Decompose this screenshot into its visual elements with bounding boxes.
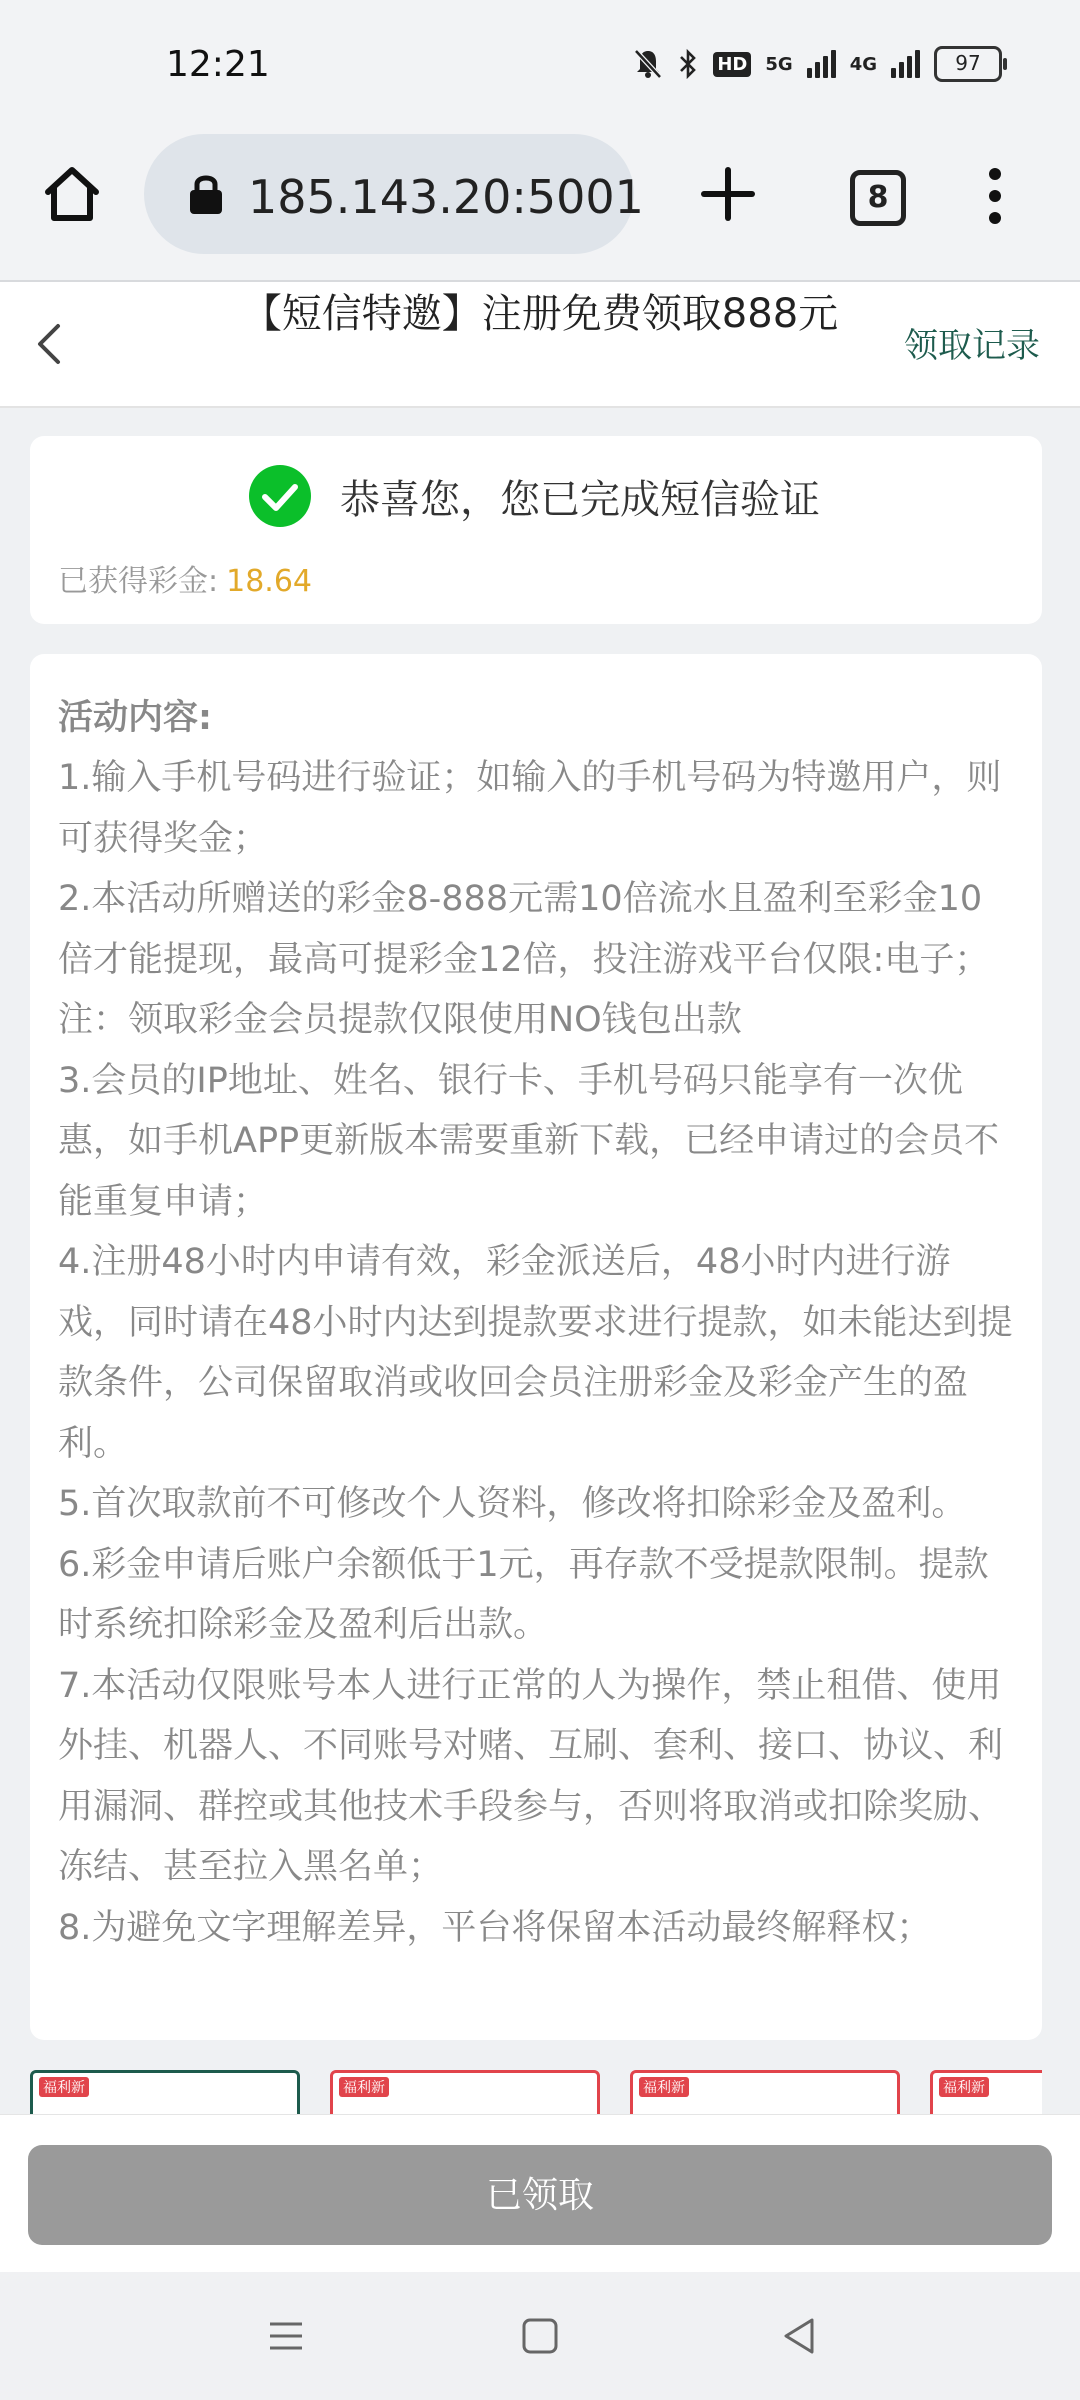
battery-icon: 97 (934, 46, 1002, 82)
page-header (0, 282, 1080, 408)
rule-item: 8.为避免文字理解差异，平台将保留本活动最终解释权； (58, 1907, 932, 1948)
activity-card (30, 654, 1042, 2040)
thumbnail-label: 福利新 (639, 2077, 689, 2097)
network-5g-label: 5G (765, 53, 793, 75)
bonus-row (58, 556, 312, 600)
square-home-icon[interactable] (516, 2312, 564, 2360)
promo-thumbnail[interactable] (630, 2070, 900, 2114)
promo-thumbnail-strip (30, 2070, 1042, 2114)
activity-title: 活动内容: (58, 698, 212, 738)
signal-5g-icon (807, 50, 836, 78)
verify-message: 恭喜您，您已完成短信验证 (340, 477, 820, 523)
bonus-value: 18.64 (226, 564, 312, 599)
promo-thumbnail[interactable] (930, 2070, 1042, 2114)
address-bar[interactable] (144, 134, 644, 254)
bonus-label: 已获得彩金: (58, 564, 219, 599)
network-4g-label: 4G (849, 53, 877, 75)
system-nav-bar (0, 2272, 1080, 2400)
tabs-icon[interactable]: 8 (850, 170, 906, 226)
check-circle-icon (248, 464, 312, 528)
thumbnail-label: 福利新 (39, 2077, 89, 2097)
home-icon[interactable] (40, 162, 104, 226)
rule-item: 7.本活动仅限账号本人进行正常的人为操作，禁止租借、使用外挂、机器人、不同账号对赌、互刷、套利、接口、协议、利用漏洞、群控或其他技术手段参与，否则将取消或扣除奖励、冻结、甚至拉入黑名单； (58, 1665, 1004, 1887)
plus-icon[interactable] (700, 166, 756, 222)
bluetooth-icon (677, 48, 699, 80)
thumbnail-label: 福利新 (339, 2077, 389, 2097)
claimed-button[interactable]: 已领取 (28, 2145, 1052, 2245)
rule-item: 2.本活动所赠送的彩金8-888元需10倍流水且盈利至彩金10倍才能提现，最高可提彩金12倍，投注游戏平台仅限:电子；注：领取彩金会员提款仅限使用NO钱包出款 (58, 879, 990, 1040)
claim-record-link[interactable]: 领取记录 (904, 326, 1040, 366)
verify-card (30, 436, 1042, 624)
browser-toolbar (0, 120, 1080, 282)
rule-item: 4.注册48小时内申请有效，彩金派送后，48小时内进行游戏，同时请在48小时内达到提款要求进行提款，如未能达到提款条件，公司保留取消或收回会员注册彩金及彩金产生的盈利。 (58, 1242, 1013, 1464)
promo-thumbnail[interactable] (330, 2070, 600, 2114)
chevron-left-icon[interactable] (26, 318, 70, 370)
footer-bar (0, 2114, 1080, 2273)
status-icons (633, 46, 1002, 82)
status-time: 12:21 (166, 44, 270, 85)
signal-4g-icon (891, 50, 920, 78)
triangle-back-icon[interactable] (776, 2312, 824, 2360)
mute-bell-icon (633, 48, 663, 80)
menu-lines-icon[interactable] (262, 2312, 310, 2360)
url-text[interactable]: 185.143.20:5001 (248, 170, 644, 224)
rule-item: 1.输入手机号码进行验证；如输入的手机号码为特邀用户，则可获得奖金； (58, 758, 1002, 859)
rule-item: 3.会员的IP地址、姓名、银行卡、手机号码只能享有一次优惠，如手机APP更新版本需要重新下载，已经申请过的会员不能重复申请； (58, 1060, 1000, 1222)
promo-thumbnail[interactable] (30, 2070, 300, 2114)
lock-icon (186, 172, 226, 216)
rule-item: 6.彩金申请后账户余额低于1元，再存款不受提款限制。提款时系统扣除彩金及盈利后出款。 (58, 1544, 989, 1645)
hd-icon: HD (713, 52, 751, 77)
status-bar (0, 0, 1080, 120)
more-icon[interactable] (980, 164, 1010, 228)
rule-item: 5.首次取款前不可修改个人资料，修改将扣除彩金及盈利。 (58, 1484, 967, 1524)
page-title: 【短信特邀】注册免费领取888元 (241, 291, 839, 337)
thumbnail-label: 福利新 (939, 2077, 989, 2097)
